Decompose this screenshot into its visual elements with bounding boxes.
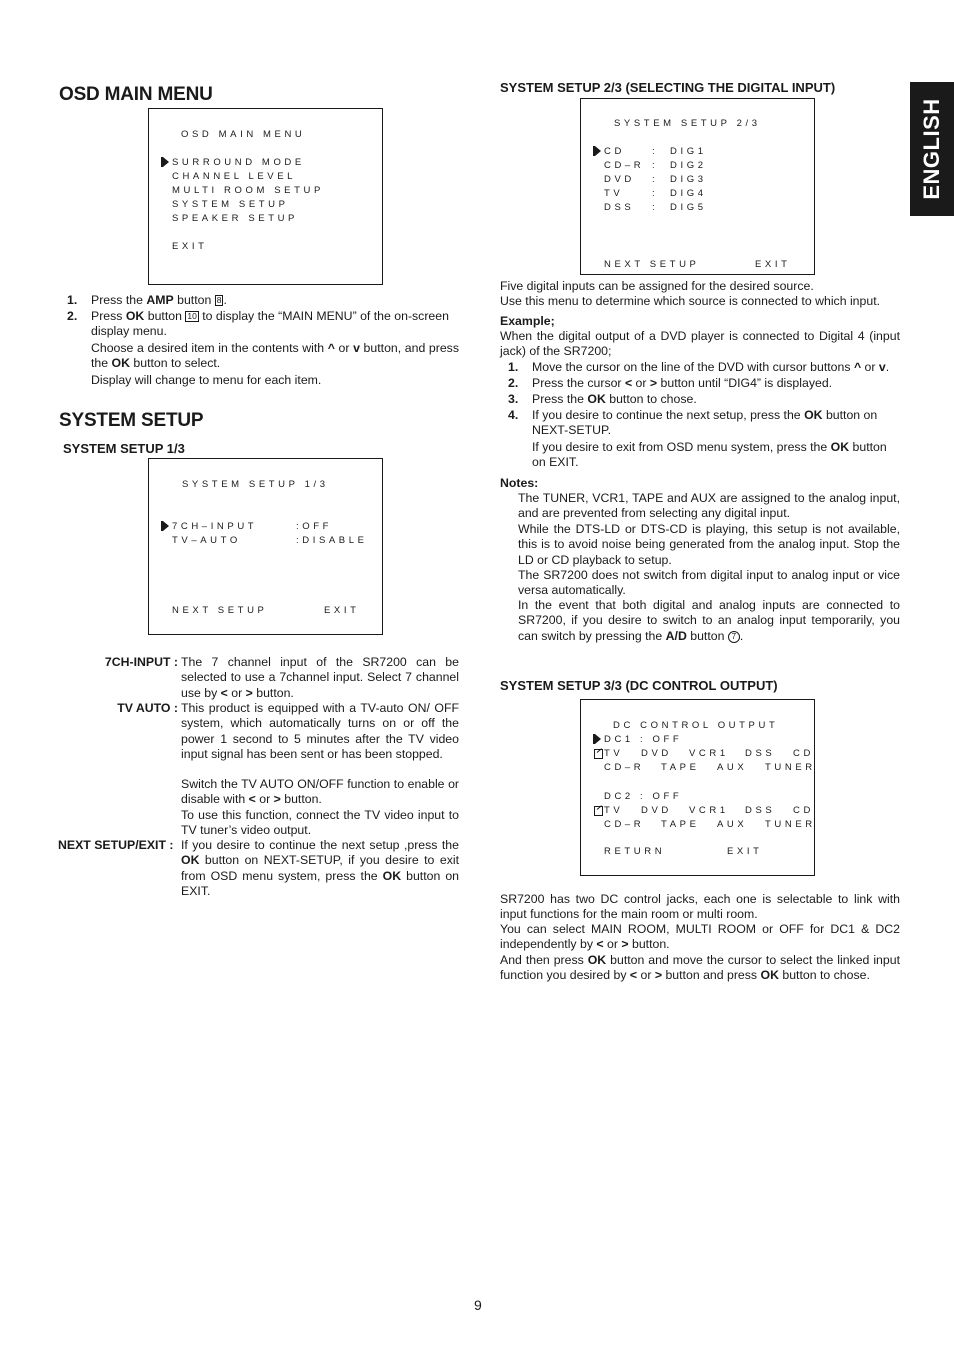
row-separator: : bbox=[652, 160, 659, 171]
dc1-status: DC1 : OFF bbox=[604, 734, 683, 745]
menu-item-system-setup: SYSTEM SETUP bbox=[172, 199, 289, 210]
exit-option: EXIT bbox=[727, 846, 763, 857]
def-text-7ch-input: The 7 channel input of the SR7200 can be selected to use a 7channel input. Select 7 channel use by < or > button. bbox=[181, 655, 459, 700]
system-setup-2-heading: SYSTEM SETUP 2/3 (SELECTING THE DIGITAL INPUT) bbox=[500, 80, 836, 95]
def-term-next-setup-exit: NEXT SETUP/EXIT : bbox=[58, 838, 174, 852]
page-number: 9 bbox=[474, 1297, 482, 1313]
def-text-tv-auto-switch: Switch the TV AUTO ON/OFF function to enable or disable with < or > button. bbox=[181, 777, 459, 807]
cursor-bar-icon bbox=[593, 146, 595, 156]
setup2-step-3: Press the OK button to chose. bbox=[532, 392, 697, 406]
dc2-status: DC2 : OFF bbox=[604, 791, 683, 802]
screen-title: SYSTEM SETUP 2/3 bbox=[614, 118, 761, 129]
system-setup-heading: SYSTEM SETUP bbox=[59, 410, 204, 431]
example-label: Example; bbox=[500, 314, 555, 328]
cursor-bar-icon bbox=[161, 521, 163, 531]
cursor-arrow-icon bbox=[163, 521, 169, 531]
dc1-input-dvd: DVD bbox=[641, 748, 672, 759]
next-setup-option: NEXT SETUP bbox=[604, 259, 700, 270]
dc2-input-tape: TAPE bbox=[661, 819, 700, 830]
step-number: 1. bbox=[508, 360, 519, 374]
menu-item-channel-level: CHANNEL LEVEL bbox=[172, 171, 297, 182]
row-value-cd-r: DIG2 bbox=[670, 160, 707, 171]
dc2-input-tuner: TUNER bbox=[765, 819, 816, 830]
system-setup-2-screen bbox=[580, 98, 815, 275]
dc2-input-tv: TV bbox=[604, 805, 624, 816]
return-option: RETURN bbox=[604, 846, 666, 857]
setup2-intro-1: Five digital inputs can be assigned for the desired source. bbox=[500, 279, 814, 293]
note-1: The TUNER, VCR1, TAPE and AUX are assigned to the analog input, and are prevented from selecting any digital input. bbox=[518, 491, 900, 521]
screen-title: DC CONTROL OUTPUT bbox=[613, 720, 779, 731]
cursor-arrow-icon bbox=[595, 734, 601, 744]
dc1-input-dss: DSS bbox=[745, 748, 776, 759]
row-value-cd: DIG1 bbox=[670, 146, 707, 157]
example-text: When the digital output of a DVD player is connected to Digital 4 (input jack) of the SR7200; bbox=[500, 329, 900, 359]
dc1-input-cd: CD bbox=[793, 748, 814, 759]
osd-main-menu-screen bbox=[148, 108, 383, 285]
row-separator: : bbox=[652, 202, 659, 213]
row-value-dss: DIG5 bbox=[670, 202, 707, 213]
language-tab bbox=[910, 82, 954, 216]
setup2-step-2: Press the cursor < or > button until “DIG4” is displayed. bbox=[532, 376, 833, 390]
dc1-input-cd-r: CD–R bbox=[604, 762, 645, 773]
notes-label: Notes: bbox=[500, 476, 539, 490]
link-checkbox-icon bbox=[594, 806, 603, 816]
note-2: While the DTS-LD or DTS-CD is playing, this setup is not available, this is to avoid noise being generated from the analog input. Stop the LD or CD playback to setup. bbox=[518, 522, 900, 567]
step-2-continued: Choose a desired item in the contents with ^ or v button, and press the OK button to select. bbox=[91, 341, 459, 371]
step-2-text: Press OK button 10 to display the “MAIN MENU” of the on-screen display menu. bbox=[91, 309, 449, 339]
dc2-input-cd: CD bbox=[793, 805, 814, 816]
setup2-step-4-continued: If you desire to exit from OSD menu system, press the OK button on EXIT. bbox=[532, 440, 887, 470]
row-separator: : bbox=[652, 146, 659, 157]
row-label-cd-r: CD–R bbox=[604, 160, 645, 171]
setup2-step-1: Move the cursor on the line of the DVD with cursor buttons ^ or v. bbox=[532, 360, 890, 374]
dc2-input-aux: AUX bbox=[717, 819, 748, 830]
row-value-7ch-input: :OFF bbox=[296, 521, 333, 532]
row-value-tv: DIG4 bbox=[670, 188, 707, 199]
row-label-dvd: DVD bbox=[604, 174, 635, 185]
dc2-input-cd-r: CD–R bbox=[604, 819, 645, 830]
system-setup-3-heading: SYSTEM SETUP 3/3 (DC CONTROL OUTPUT) bbox=[500, 678, 778, 693]
def-text-tv-auto-connect: To use this function, connect the TV video input to TV tuner’s video output. bbox=[181, 808, 459, 838]
screen-title: OSD MAIN MENU bbox=[181, 129, 306, 140]
row-label-7ch-input: 7CH–INPUT bbox=[172, 521, 258, 532]
def-term-tv-auto: TV AUTO : bbox=[117, 701, 178, 715]
menu-item-multi-room-setup: MULTI ROOM SETUP bbox=[172, 185, 324, 196]
ad-key-number: 7 bbox=[728, 631, 740, 643]
row-label-tv: TV bbox=[604, 188, 624, 199]
row-value-tv-auto: :DISABLE bbox=[296, 535, 368, 546]
row-separator: : bbox=[652, 174, 659, 185]
cursor-arrow-icon bbox=[595, 146, 601, 156]
dc2-input-dss: DSS bbox=[745, 805, 776, 816]
step-number: 4. bbox=[508, 408, 519, 422]
row-label-dss: DSS bbox=[604, 202, 635, 213]
screen-title: SYSTEM SETUP 1/3 bbox=[182, 479, 329, 490]
row-label-cd: CD bbox=[604, 146, 625, 157]
dc2-input-dvd: DVD bbox=[641, 805, 672, 816]
def-text-tv-auto: This product is equipped with a TV-auto ON/ OFF system, which automatically turns on or off the power 1 second to 5 minutes after the TV video input signal has been sent or has been stopped. bbox=[181, 701, 459, 761]
language-tab-label: ENGLISH bbox=[919, 98, 944, 200]
system-setup-1-screen bbox=[148, 458, 383, 635]
menu-item-speaker-setup: SPEAKER SETUP bbox=[172, 213, 298, 224]
amp-key-number: 8 bbox=[216, 295, 222, 305]
dc1-input-vcr1: VCR1 bbox=[689, 748, 729, 759]
def-text-next-setup-exit: If you desire to continue the next setup ,press the OK button on NEXT-SETUP, if you desire to exit from OSD menu system, press the OK button on EXIT. bbox=[181, 838, 459, 898]
setup3-para-1: SR7200 has two DC control jacks, each one is selectable to link with input functions for the main room or multi room. bbox=[500, 892, 900, 922]
step-number: 1. bbox=[67, 293, 78, 307]
step-2-display-note: Display will change to menu for each item. bbox=[91, 373, 322, 387]
step-1-text: Press the AMP button 8 . bbox=[91, 293, 227, 307]
menu-item-exit: EXIT bbox=[172, 241, 208, 252]
dc1-input-tape: TAPE bbox=[661, 762, 700, 773]
exit-option: EXIT bbox=[324, 605, 360, 616]
dc1-input-aux: AUX bbox=[717, 762, 748, 773]
next-setup-option: NEXT SETUP bbox=[172, 605, 268, 616]
ok-key-number: 10 bbox=[187, 311, 197, 321]
setup3-para-3: And then press OK button and move the cursor to select the linked input function you desired by < or > button and press OK button to chose. bbox=[500, 953, 900, 983]
setup3-para-2: You can select MAIN ROOM, MULTI ROOM or OFF for DC1 & DC2 independently by < or > button. bbox=[500, 922, 900, 952]
setup2-step-4: If you desire to continue the next setup, press the OK button on NEXT-SETUP. bbox=[532, 408, 878, 438]
note-3: The SR7200 does not switch from digital input to analog input or vice versa automatically. bbox=[518, 568, 900, 598]
note-4: In the event that both digital and analog inputs are connected to SR7200, if you desire to switch to an analog input temporarily, you can switch by pressing the A/D button 7 . bbox=[518, 598, 900, 643]
def-term-7ch-input: 7CH-INPUT : bbox=[104, 655, 178, 669]
step-number: 3. bbox=[508, 392, 519, 406]
link-checkbox-icon bbox=[594, 749, 603, 759]
row-label-tv-auto: TV–AUTO bbox=[172, 535, 241, 546]
dc1-input-tuner: TUNER bbox=[765, 762, 816, 773]
row-separator: : bbox=[652, 188, 659, 199]
osd-main-menu-heading: OSD MAIN MENU bbox=[59, 84, 213, 105]
row-value-dvd: DIG3 bbox=[670, 174, 707, 185]
step-number: 2. bbox=[508, 376, 519, 390]
menu-item-surround-mode: SURROUND MODE bbox=[172, 157, 305, 168]
dc-control-output-screen bbox=[580, 699, 815, 876]
dc2-input-vcr1: VCR1 bbox=[689, 805, 729, 816]
setup2-intro-2: Use this menu to determine which source is connected to which input. bbox=[500, 294, 881, 308]
dc1-input-tv: TV bbox=[604, 748, 624, 759]
exit-option: EXIT bbox=[755, 259, 791, 270]
cursor-bar-icon bbox=[593, 734, 595, 744]
system-setup-1-heading: SYSTEM SETUP 1/3 bbox=[63, 441, 185, 456]
step-number: 2. bbox=[67, 309, 78, 323]
cursor-arrow-icon bbox=[163, 157, 169, 167]
cursor-bar-icon bbox=[161, 157, 163, 167]
